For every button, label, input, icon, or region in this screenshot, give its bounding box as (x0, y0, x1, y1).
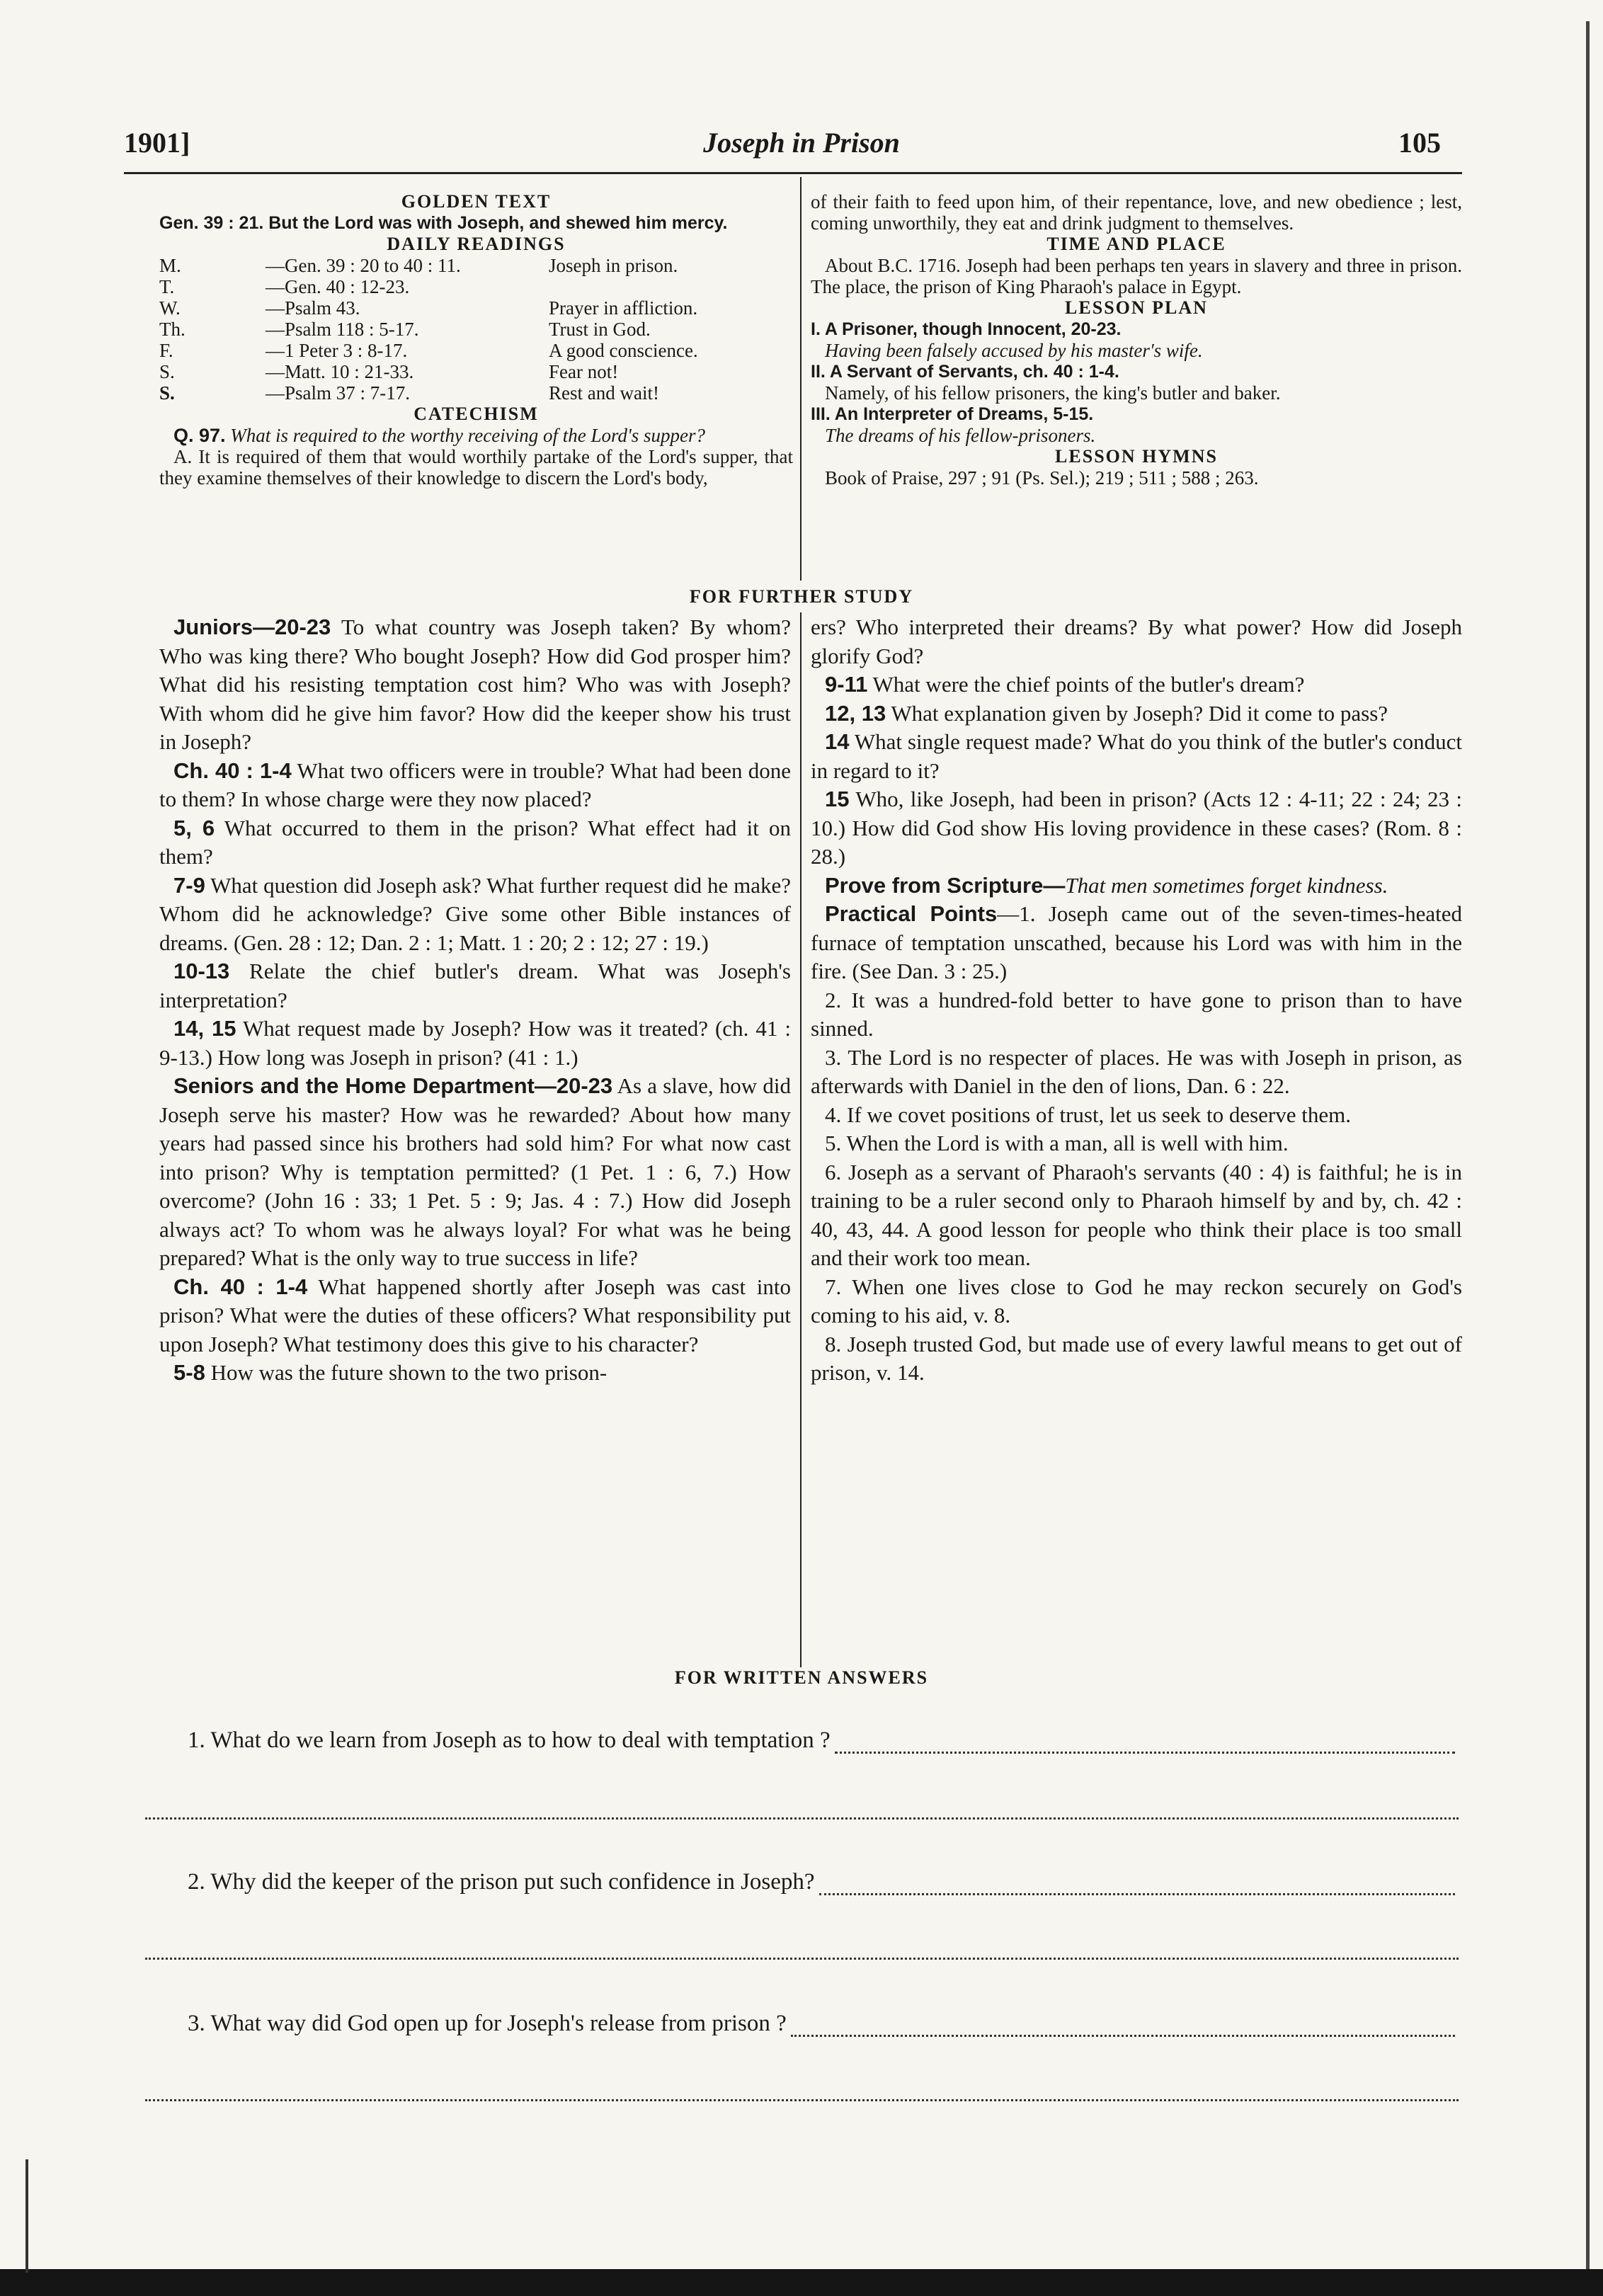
golden-text: Gen. 39 : 21. But the Lord was with Joseph, and shewed him mercy. (159, 213, 728, 233)
practical-point: 2. It was a hundred-fold better to have gone to prison than to have sinned. (811, 987, 1462, 1041)
time-place-text: About B.C. 1716. Joseph had been perhaps ten years in slavery and three in prison. The place, the prison of King Pharaoh's palace in Egypt. (811, 255, 1462, 297)
study-item: 15 Who, like Joseph, had been in prison? (Acts 12 : 4-11; 22 : 24; 23 : 10.) How did God show His loving providence in these cases? (Rom. 8 : 28.) (811, 787, 1462, 869)
further-study-heading: FOR FURTHER STUDY (689, 586, 914, 607)
column-divider-study (800, 612, 802, 1667)
practical-point: 3. The Lord is no respecter of places. He was with Joseph in prison, as afterwards with Daniel in the den of lions, Dan. 6 : 22. (811, 1044, 1462, 1098)
reading-row: T. —Gen. 40 : 12-23. (159, 276, 410, 297)
daily-readings-list (159, 255, 793, 404)
further-study-left (159, 613, 791, 1388)
reading-row: M. —Gen. 39 : 20 to 40 : 11. Joseph in prison. (159, 255, 678, 276)
header-year: 1901] (124, 127, 190, 159)
scan-edge-right (1586, 21, 1590, 2296)
reading-row: W. —Psalm 43. Prayer in affliction. (159, 297, 698, 319)
prove-from-scripture: Prove from Scripture—That men sometimes forget kindness. (825, 872, 1388, 898)
study-item: 5, 6 What occurred to them in the prison? What effect had it on them? (159, 815, 791, 869)
study-item: Seniors and the Home Department—20-23 As a slave, how did Joseph serve his master? How was he rewarded? About how many years had passed since his brothers had sold him? For what now cast into prison? Why is temptation permitted? (1 Pet. 1 : 6, 7.) How overcome? (John 16 : 33; 1 Pet. 5 : 9; Jas. 4 : 7.) How did Joseph always act? To whom was he always loyal? For what was he being prepared? What is the only way to true success in life? (159, 1073, 791, 1270)
reading-row: S. —Psalm 37 : 7-17. Rest and wait! (159, 382, 659, 404)
plan-desc: Namely, of his fellow prisoners, the king's butler and baker. (825, 382, 1281, 404)
answer-line-1[interactable] (145, 1817, 1459, 1820)
lesson-hymns-heading: LESSON HYMNS (1055, 446, 1218, 467)
written-answers-heading: FOR WRITTEN ANSWERS (674, 1667, 929, 1688)
practical-point: 6. Joseph as a servant of Pharaoh's servants (40 : 4) is faithful; he is in training to be a ruler second only to Pharaoh himself by and by, ch. 42 : 40, 43, 44. A good lesson for people who think their place is too small and their work too mean. (811, 1159, 1462, 1270)
study-item: 7-9 What question did Joseph ask? What further request did he make? Whom did he acknowledge? Give some other Bible instances of dreams. (Gen. 28 : 12; Dan. 2 : 1; Matt. 1 : 20; 2 : 12; 27 : 19.) (159, 872, 791, 955)
running-title: Joseph in Prison (703, 127, 900, 159)
study-item: Ch. 40 : 1-4 What happened shortly after Joseph was cast into prison? What were the duties of these officers? What responsibility put upon Joseph? What testimony does this give to his character? (159, 1274, 791, 1357)
lesson-hymns-text: Book of Praise, 297 ; 91 (Ps. Sel.); 219 ; 511 ; 588 ; 263. (825, 467, 1259, 489)
golden-text-heading: GOLDEN TEXT (401, 191, 552, 212)
practical-point: 4. If we covet positions of trust, let us seek to deserve them. (825, 1102, 1351, 1127)
answer-blank[interactable] (791, 2016, 1455, 2037)
study-item: Juniors—20-23 To what country was Joseph taken? By whom? Who was king there? Who bought Joseph? How did God prosper him? What did his resisting temptation cost him? Who was with Joseph? With whom did he give him favor? How did the keeper show his trust in Joseph? (159, 615, 791, 754)
catechism-continuation: of their faith to feed upon him, of their repentance, love, and new obedience ; lest, coming unworthily, they eat and drink judgment to themselves. (811, 191, 1462, 234)
practical-point: 5. When the Lord is with a man, all is well with him. (825, 1131, 1289, 1155)
lesson-plan-heading: LESSON PLAN (1065, 297, 1208, 318)
catechism-heading: CATECHISM (413, 404, 539, 424)
practical-point: Practical Points—1. Joseph came out of the seven-times-heated furnace of temptation unscathed, because his Lord was with him in the fire. (See Dan. 3 : 25.) (811, 901, 1462, 983)
study-continuation: ers? Who interpreted their dreams? By what power? How did Joseph glorify God? (811, 615, 1462, 668)
time-place-heading: TIME AND PLACE (1046, 234, 1226, 254)
written-question-3: 3. What way did God open up for Joseph's release from prison ? (188, 2011, 1455, 2037)
plan-title: III. An Interpreter of Dreams, 5-15. (811, 404, 1094, 424)
study-item: 14, 15 What request made by Joseph? How was it treated? (ch. 41 : 9-13.) How long was Joseph in prison? (41 : 1.) (159, 1016, 791, 1070)
practical-point: 8. Joseph trusted God, but made use of every lawful means to get out of prison, v. 14. (811, 1331, 1462, 1385)
daily-readings-heading: DAILY READINGS (387, 234, 566, 254)
scan-edge-bottom (0, 2269, 1603, 2296)
catechism-answer: A. It is required of them that would worthily partake of the Lord's supper, that they examine themselves of their knowledge to discern the Lord's body, (159, 446, 793, 489)
right-top-block (811, 191, 1462, 489)
answer-line-2[interactable] (145, 1958, 1459, 1960)
study-item: 5-8 How was the future shown to the two prison- (173, 1360, 607, 1385)
written-question-2: 2. Why did the keeper of the prison put such confidence in Joseph? (188, 1869, 1455, 1895)
written-question-1: 1. What do we learn from Joseph as to how to deal with temptation ? (188, 1727, 1455, 1754)
answer-blank[interactable] (835, 1733, 1455, 1754)
reading-row: F. —1 Peter 3 : 8-17. A good conscience. (159, 340, 698, 361)
plan-desc: Having been falsely accused by his master's wife. (825, 340, 1203, 361)
further-study-right (811, 613, 1462, 1388)
plan-title: II. A Servant of Servants, ch. 40 : 1-4. (811, 362, 1119, 382)
study-item: 14 What single request made? What do you think of the butler's conduct in regard to it? (811, 729, 1462, 783)
answer-blank[interactable] (819, 1875, 1455, 1895)
header-rule (124, 172, 1462, 174)
practical-point: 7. When one lives close to God he may reckon securely on God's coming to his aid, v. 8. (811, 1274, 1462, 1327)
page-number: 105 (1398, 127, 1441, 159)
left-top-block (159, 191, 793, 489)
catechism-question: Q. 97. What is required to the worthy receiving of the Lord's supper? (173, 425, 705, 446)
study-item: Ch. 40 : 1-4 What two officers were in trouble? What had been done to them? In whose charge were they now placed? (159, 758, 791, 811)
reading-row: Th. —Psalm 118 : 5-17. Trust in God. (159, 319, 651, 340)
answer-line-3[interactable] (145, 2099, 1459, 2101)
study-item: 9-11 What were the chief points of the butler's dream? (825, 672, 1305, 697)
scan-edge-left (25, 2159, 28, 2273)
plan-title: I. A Prisoner, though Innocent, 20-23. (811, 319, 1122, 339)
reading-row: S. —Matt. 10 : 21-33. Fear not! (159, 361, 619, 382)
plan-desc: The dreams of his fellow-prisoners. (825, 425, 1096, 446)
study-item: 10-13 Relate the chief butler's dream. What was Joseph's interpretation? (159, 959, 791, 1012)
study-item: 12, 13 What explanation given by Joseph? Did it come to pass? (825, 700, 1388, 726)
